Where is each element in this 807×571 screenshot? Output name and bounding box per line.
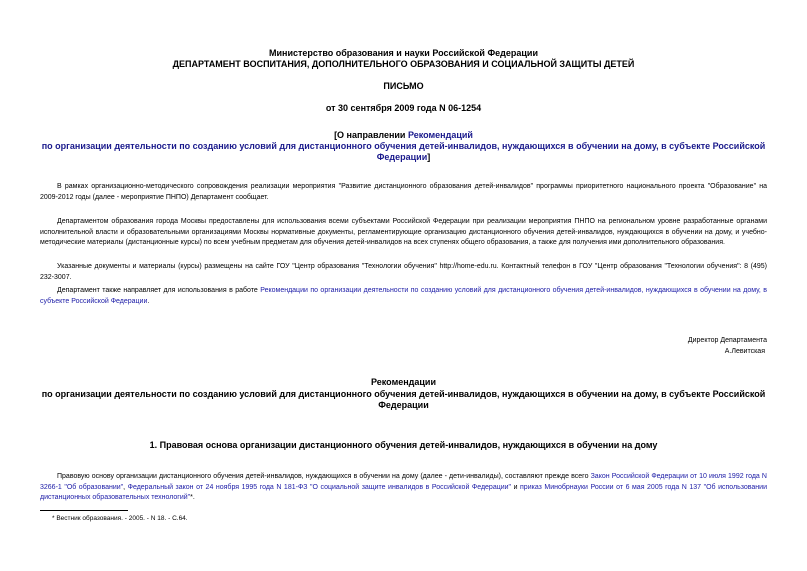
p5-end: *. xyxy=(190,494,195,501)
document-type: ПИСЬМО xyxy=(383,81,424,91)
disability-law-link[interactable]: Федеральный закон от 24 ноября 1995 года N 181-ФЗ "О социальной защите инвалидов в Российской Федерации" xyxy=(127,483,512,491)
signature-position: Директор Департамента xyxy=(687,337,767,344)
footnote-divider xyxy=(40,510,128,511)
subject-close: ] xyxy=(427,152,431,162)
paragraph-recommendations-sent xyxy=(40,286,767,307)
p5-text: Правовую основу организации дистанционного обучения детей-инвалидов, нуждающихся в обучении на дому (далее - дети-инвалиды), составляют прежде всего xyxy=(57,473,591,480)
subject-recommendations-link[interactable]: Рекомендаций xyxy=(407,130,473,140)
paragraph-site-contacts: Указанные документы и материалы (курсы) размещены на сайте ГОУ "Центр образования "Технологии обучения" http://home-edu.ru. Контактный телефон в ГОУ "Центр образования "Технологии обучения": 8 (495) 232-3007. xyxy=(40,263,767,281)
subject-open: [О направлении xyxy=(334,130,408,140)
recommendations-link[interactable]: Рекомендации по организации деятельности по созданию условий для дистанционного обучения детей-инвалидов, нуждающихся в обучении на дому, в субъекте Российской Федерации xyxy=(40,287,767,305)
signature-name: А.Левитская xyxy=(724,347,765,355)
p4-end: . xyxy=(147,297,150,305)
ministry-order-link[interactable]: приказ Минобрнауки России от 6 мая 2005 года N 137 "Об использовании дистанционных образовательных технологий" xyxy=(40,483,767,501)
p5-conjunction: и xyxy=(511,483,521,491)
footnote: * Вестник образования. - 2005. - N 18. - С.64. xyxy=(52,515,188,522)
ministry-name: Министерство образования и науки Российской Федерации xyxy=(269,48,538,58)
department-name: ДЕПАРТАМЕНТ ВОСПИТАНИЯ, ДОПОЛНИТЕЛЬНОГО ОБРАЗОВАНИЯ И СОЦИАЛЬНОЙ ЗАЩИТЫ ДЕТЕЙ xyxy=(172,59,635,69)
document-date-number: от 30 сентября 2009 года N 06-1254 xyxy=(325,103,482,113)
p5-separator: , xyxy=(123,483,128,491)
recommendations-title: Рекомендации xyxy=(371,377,436,387)
recommendations-subtitle-line-end: Федерации xyxy=(378,400,429,410)
subject-line-end: Федерации xyxy=(376,152,428,162)
paragraph-moscow-materials: Департаментом образования города Москвы предоставлены для использования всеми субъектами Российской Федерации при реализации мероприятия ПНПО на региональном уровне разработанные органами исполнительной власти и образовательными организациями Москвы нормативные документы, регламентирующие организацию дистанционного обучения детей-инвалидов, нуждающихся в обучении на дому, и учебно-методические материалы (дистанционные курсы) по всем учебным предметам для обучения детей-инвалидов на всех ступенях общего образования, а также для получения ими дополнительного образования. xyxy=(40,218,767,246)
p4-text: Департамент также направляет для использования в работе xyxy=(57,287,261,294)
document-subject xyxy=(40,130,767,163)
subject-line: по организации деятельности по созданию условий для дистанционного обучения детей-инвалидов, нуждающихся в обучении на дому, в субъекте Российской xyxy=(41,141,766,151)
signature-block xyxy=(688,336,767,357)
recommendations-subtitle-line: по организации деятельности по созданию условий для дистанционного обучения детей-инвалидов, нуждающихся в обучении на дому, в субъекте Российской xyxy=(41,389,766,399)
paragraph-intro: В рамках организационно-методического сопровождения реализации мероприятия "Развитие дистанционного образования детей-инвалидов" программы приоритетного национального проекта "Образование" на 2009-2012 годы (далее - мероприятие ПНПО) Департамент сообщает. xyxy=(40,183,767,201)
education-law-link[interactable]: Закон Российской Федерации от 10 июля 1992 года N 3266-1 "Об образовании" xyxy=(40,473,767,491)
section-1-heading: 1. Правовая основа организации дистанционного обучения детей-инвалидов, нуждающихся в обучении на дому xyxy=(149,440,658,450)
recommendations-subtitle xyxy=(40,389,767,411)
paragraph-legal-basis xyxy=(40,472,767,504)
